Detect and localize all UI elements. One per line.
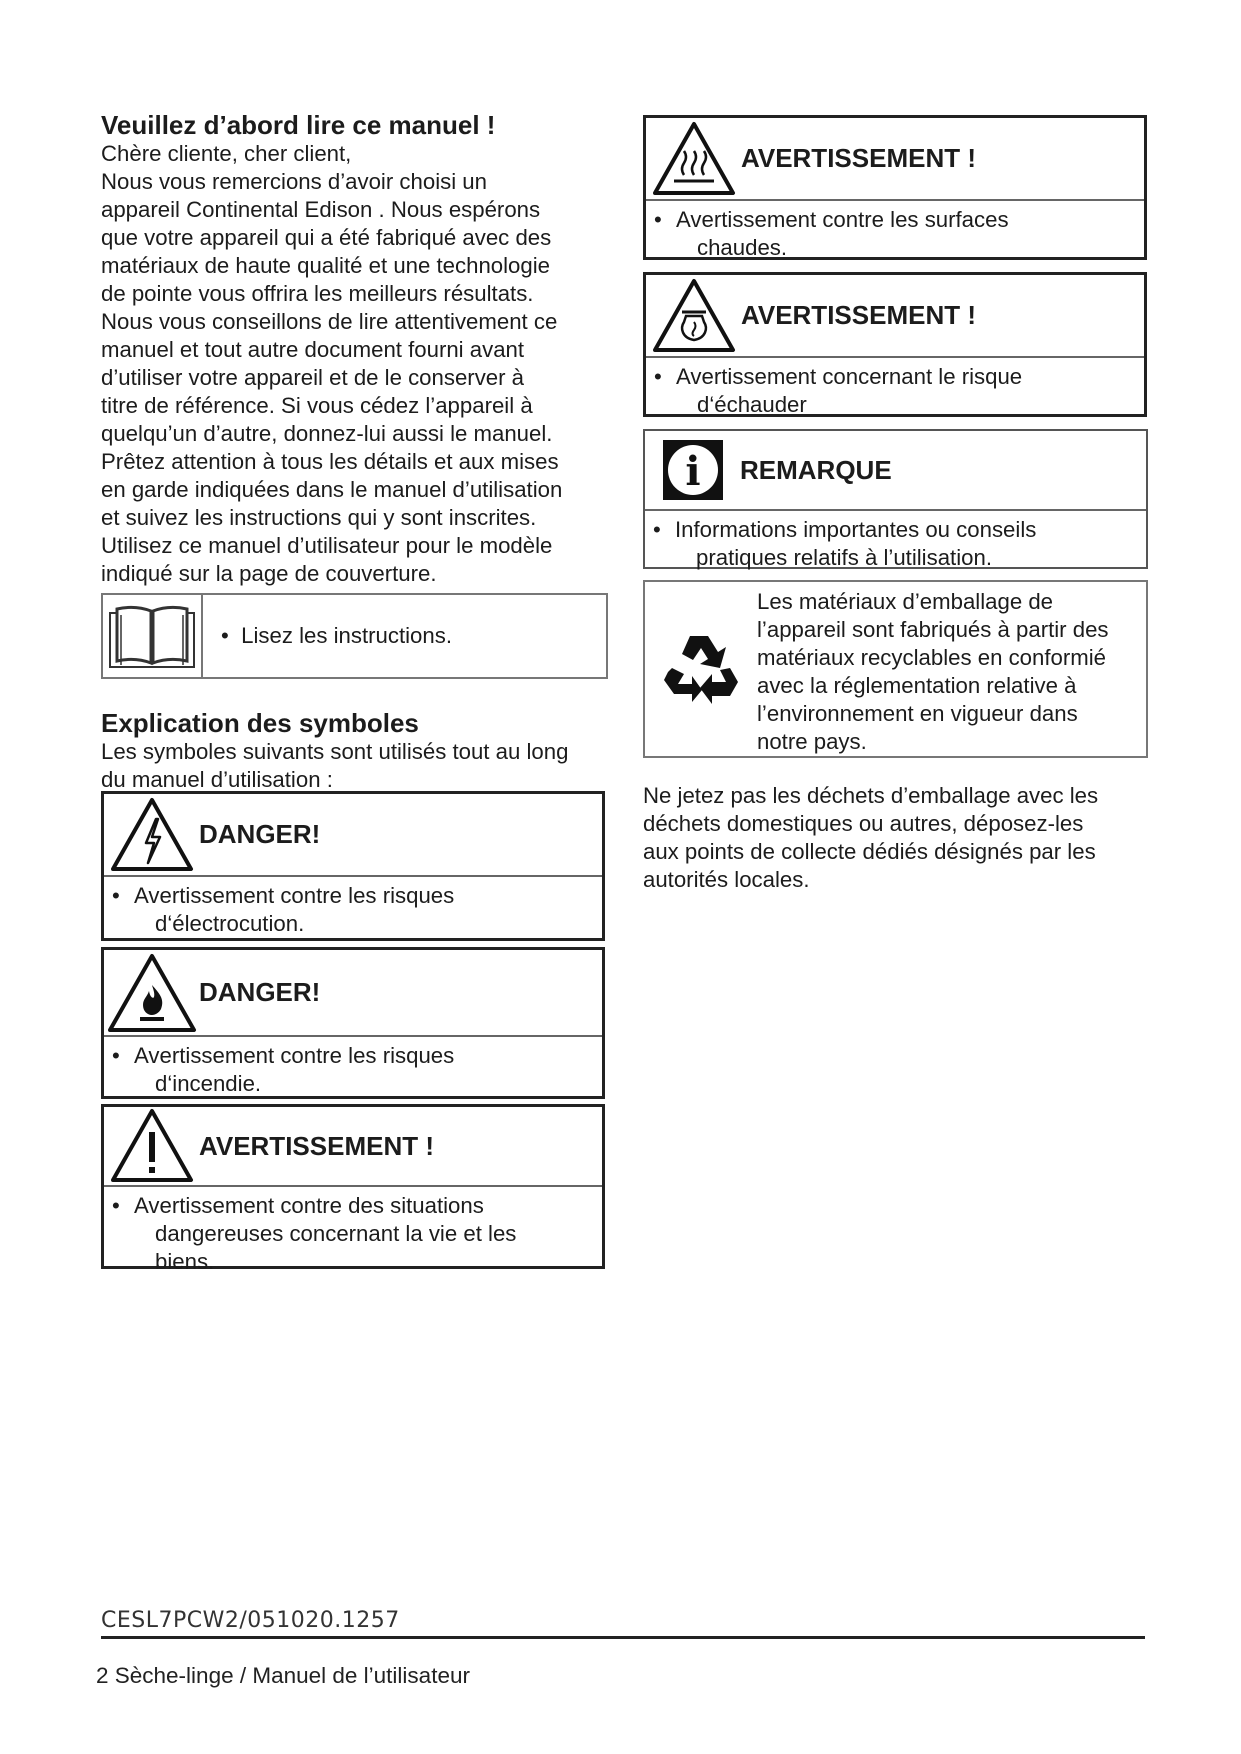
recycle-text bbox=[757, 582, 1109, 756]
svg-text:i: i bbox=[684, 448, 701, 495]
box-text: Avertissement contre les risques bbox=[134, 883, 455, 908]
intro-line: Utilisez ce manuel d’utilisateur pour le modèle bbox=[101, 533, 553, 558]
recycle-box bbox=[643, 580, 1148, 758]
box-text: Avertissement concernant le risque bbox=[676, 364, 1023, 389]
intro-line: de pointe vous offrira les meilleurs résultats. bbox=[101, 281, 534, 306]
box-text: dangereuses concernant la vie et les bbox=[155, 1221, 517, 1246]
recycle-line: Les matériaux d’emballage de bbox=[757, 589, 1054, 614]
read-instructions-box bbox=[101, 593, 608, 679]
danger-electric-box: DANGER! • Avertissement contre les risques d‘électrocution. bbox=[101, 791, 605, 941]
intro-line: titre de référence. Si vous cédez l’appareil à bbox=[101, 393, 533, 418]
waste-line: aux points de collecte dédiés désignés par les bbox=[643, 839, 1096, 864]
intro-line: Prêtez attention à tous les détails et aux mises bbox=[101, 449, 559, 474]
box-title: AVERTISSEMENT ! bbox=[199, 1130, 434, 1161]
intro-line: matériaux de haute qualité et une technologie bbox=[101, 253, 551, 278]
intro-line: indiqué sur la page de couverture. bbox=[101, 561, 437, 586]
waste-line: Ne jetez pas les déchets d’emballage avec les bbox=[643, 783, 1099, 808]
intro-line: Nous vous conseillons de lire attentivement ce bbox=[101, 309, 558, 334]
hot-surface-box: AVERTISSEMENT ! • Avertissement contre les surfaces chaudes. bbox=[643, 115, 1147, 260]
recycle-line: notre pays. bbox=[757, 729, 867, 754]
scald-box: AVERTISSEMENT ! • Avertissement concernant le risque d‘échauder bbox=[643, 272, 1147, 417]
intro-line: Chère cliente, cher client, bbox=[101, 141, 352, 166]
symbols-intro-line: du manuel d’utilisation : bbox=[101, 767, 333, 792]
intro-line: manuel et tout autre document fourni avant bbox=[101, 337, 525, 362]
page-footer: 2 Sèche-linge / Manuel de l’utilisateur bbox=[96, 1663, 470, 1688]
recycle-line: avec la réglementation relative à bbox=[757, 673, 1077, 698]
model-code: CESL7PCW2/051020.1257 bbox=[101, 1608, 400, 1633]
waste-disposal-text bbox=[643, 782, 1148, 894]
info-icon bbox=[645, 438, 740, 502]
recycle-line: l’appareil sont fabriqués à partir des bbox=[757, 617, 1109, 642]
book-icon bbox=[103, 595, 203, 677]
intro-line: appareil Continental Edison . Nous espérons bbox=[101, 197, 541, 222]
symbols-section bbox=[101, 708, 621, 794]
box-text: Avertissement contre les surfaces bbox=[676, 207, 1009, 232]
intro-line: quelqu’un d’autre, donnez-lui aussi le manuel. bbox=[101, 421, 553, 446]
remark-box: i REMARQUE • Informations importantes ou conseils pratiques relatifs à l’utilisation. bbox=[643, 429, 1148, 569]
box-title: AVERTISSEMENT ! bbox=[741, 300, 976, 330]
box-title: DANGER! bbox=[199, 819, 321, 849]
intro-line: Nous vous remercions d’avoir choisi un bbox=[101, 169, 487, 194]
recycle-line: matériaux recyclables en conformié bbox=[757, 645, 1106, 670]
intro-line: que votre appareil qui a été fabriqué avec des bbox=[101, 225, 552, 250]
box-text: biens. bbox=[155, 1249, 215, 1274]
recycle-icon bbox=[645, 582, 757, 756]
intro-section bbox=[101, 110, 606, 588]
box-title: AVERTISSEMENT ! bbox=[741, 143, 976, 173]
scald-icon bbox=[646, 278, 741, 354]
intro-line: et suivez les instructions qui y sont inscrites. bbox=[101, 505, 537, 530]
warning-general-box: AVERTISSEMENT ! • Avertissement contre des situations dangereuses concernant la vie et les biens. bbox=[101, 1104, 605, 1269]
intro-text bbox=[101, 140, 606, 588]
waste-line: déchets domestiques ou autres, déposez-les bbox=[643, 811, 1084, 836]
danger-fire-box: DANGER! • Avertissement contre les risques d‘incendie. bbox=[101, 947, 605, 1099]
box-text: Informations importantes ou conseils bbox=[675, 517, 1037, 542]
intro-line: en garde indiquées dans le manuel d’utilisation bbox=[101, 477, 563, 502]
intro-line: d’utiliser votre appareil et de le conserver à bbox=[101, 365, 525, 390]
intro-heading: Veuillez d’abord lire ce manuel ! bbox=[101, 110, 496, 140]
box-text: pratiques relatifs à l’utilisation. bbox=[696, 545, 992, 570]
electric-shock-icon bbox=[104, 797, 199, 873]
waste-line: autorités locales. bbox=[643, 867, 810, 892]
box-text: Avertissement contre des situations bbox=[134, 1193, 484, 1218]
box-title: REMARQUE bbox=[740, 454, 892, 485]
box-text: d‘échauder bbox=[697, 392, 807, 417]
hot-surface-icon bbox=[646, 121, 741, 197]
recycle-line: l’environnement en vigueur dans bbox=[757, 701, 1078, 726]
exclamation-warning-icon bbox=[104, 1108, 199, 1184]
read-instructions-text: • Lisez les instructions. bbox=[221, 623, 452, 648]
fire-hazard-icon bbox=[104, 953, 199, 1033]
box-text: Avertissement contre les risques bbox=[134, 1043, 455, 1068]
box-text: d‘incendie. bbox=[155, 1071, 262, 1096]
footer-divider bbox=[101, 1636, 1145, 1639]
symbols-intro-line: Les symboles suivants sont utilisés tout au long bbox=[101, 739, 569, 764]
symbols-heading: Explication des symboles bbox=[101, 708, 419, 738]
box-title: DANGER! bbox=[199, 977, 321, 1007]
box-text: chaudes. bbox=[697, 235, 788, 260]
box-text: d‘électrocution. bbox=[155, 911, 305, 936]
